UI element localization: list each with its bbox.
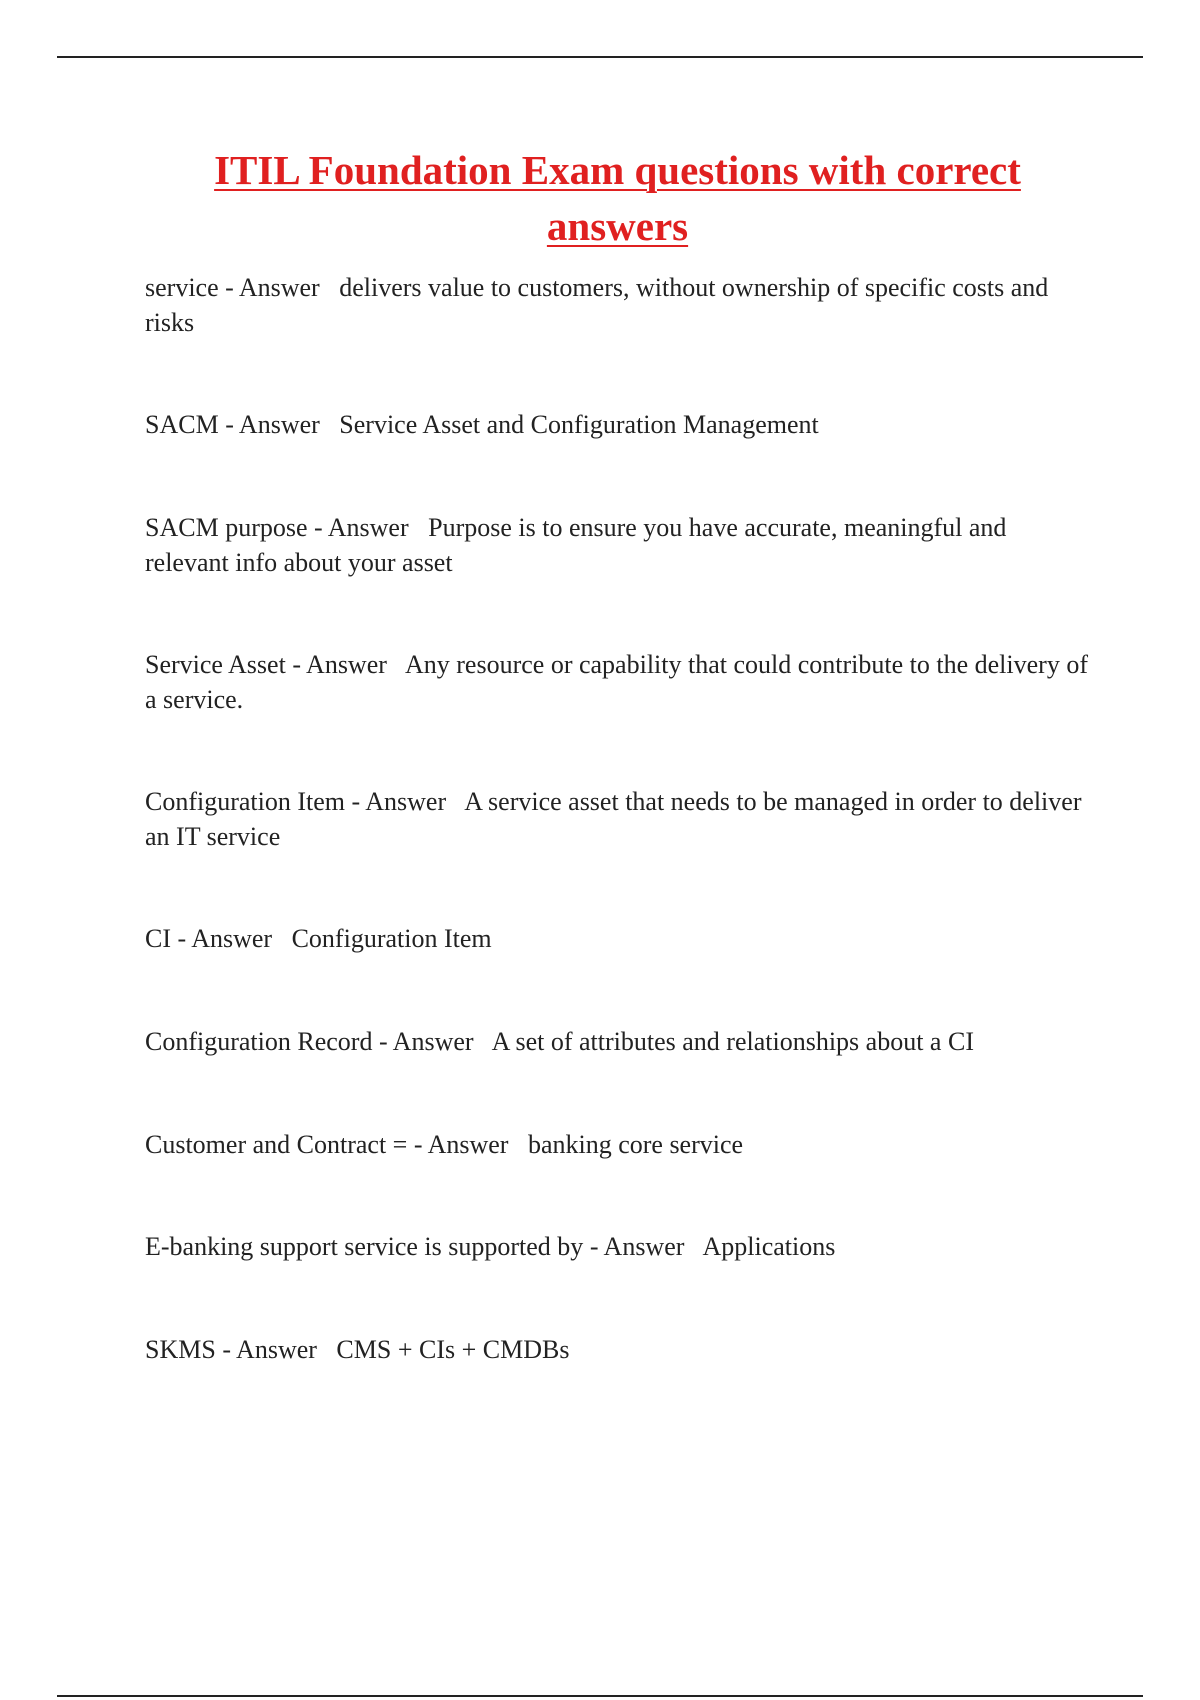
qa-answer: A set of attributes and relationships about a CI <box>491 1027 974 1056</box>
answer-separator: - Answer <box>407 1130 528 1159</box>
answer-separator: - Answer <box>372 1027 492 1056</box>
qa-entry <box>145 407 1095 442</box>
qa-term: Configuration Record <box>145 1027 373 1056</box>
qa-term: SACM purpose <box>145 513 308 542</box>
top-rule <box>57 56 1143 58</box>
qa-answer: A service asset that needs to be managed in order to deliver an IT service <box>145 787 1082 851</box>
qa-entry <box>145 1332 1095 1367</box>
qa-entry <box>145 1229 1095 1264</box>
answer-separator: - Answer <box>345 787 465 816</box>
answer-separator: - Answer <box>218 410 340 439</box>
qa-entry <box>145 647 1095 717</box>
qa-entry <box>145 1127 1095 1162</box>
qa-term: E-banking support service is supported by <box>145 1232 584 1261</box>
qa-answer: Service Asset and Configuration Management <box>339 410 819 439</box>
qa-entry <box>145 784 1095 854</box>
answer-separator: - Answer <box>583 1232 703 1261</box>
qa-term: Configuration Item <box>145 787 346 816</box>
qa-term: SKMS <box>145 1335 216 1364</box>
qa-term: Service Asset <box>145 650 286 679</box>
qa-answer: banking core service <box>527 1130 744 1159</box>
qa-answer: Configuration Item <box>291 924 492 953</box>
answer-separator: - Answer <box>215 1335 337 1364</box>
qa-answer: Purpose is to ensure you have accurate, meaningful and relevant info about your asset <box>145 513 1007 577</box>
qa-answer: Any resource or capability that could contribute to the delivery of a service. <box>145 650 1088 714</box>
answer-separator: - Answer <box>285 650 405 679</box>
qa-term: service <box>145 273 219 302</box>
qa-term: SACM <box>145 410 219 439</box>
qa-answer: Applications <box>702 1232 836 1261</box>
qa-entry <box>145 1024 1095 1059</box>
answer-separator: - Answer <box>307 513 429 542</box>
answer-separator: - Answer <box>218 273 340 302</box>
qa-answer: delivers value to customers, without ownership of specific costs and risks <box>145 273 1049 337</box>
qa-entry <box>145 921 1095 956</box>
qa-answer: CMS + CIs + CMDBs <box>336 1335 570 1364</box>
qa-term: Customer and Contract = <box>145 1130 408 1159</box>
answer-separator: - Answer <box>171 924 292 953</box>
qa-entry <box>145 270 1095 340</box>
qa-entry <box>145 510 1095 580</box>
qa-term: CI <box>145 924 171 953</box>
bottom-rule <box>57 1695 1143 1697</box>
document-title: ITIL Foundation Exam questions with correct answers <box>214 147 1021 249</box>
